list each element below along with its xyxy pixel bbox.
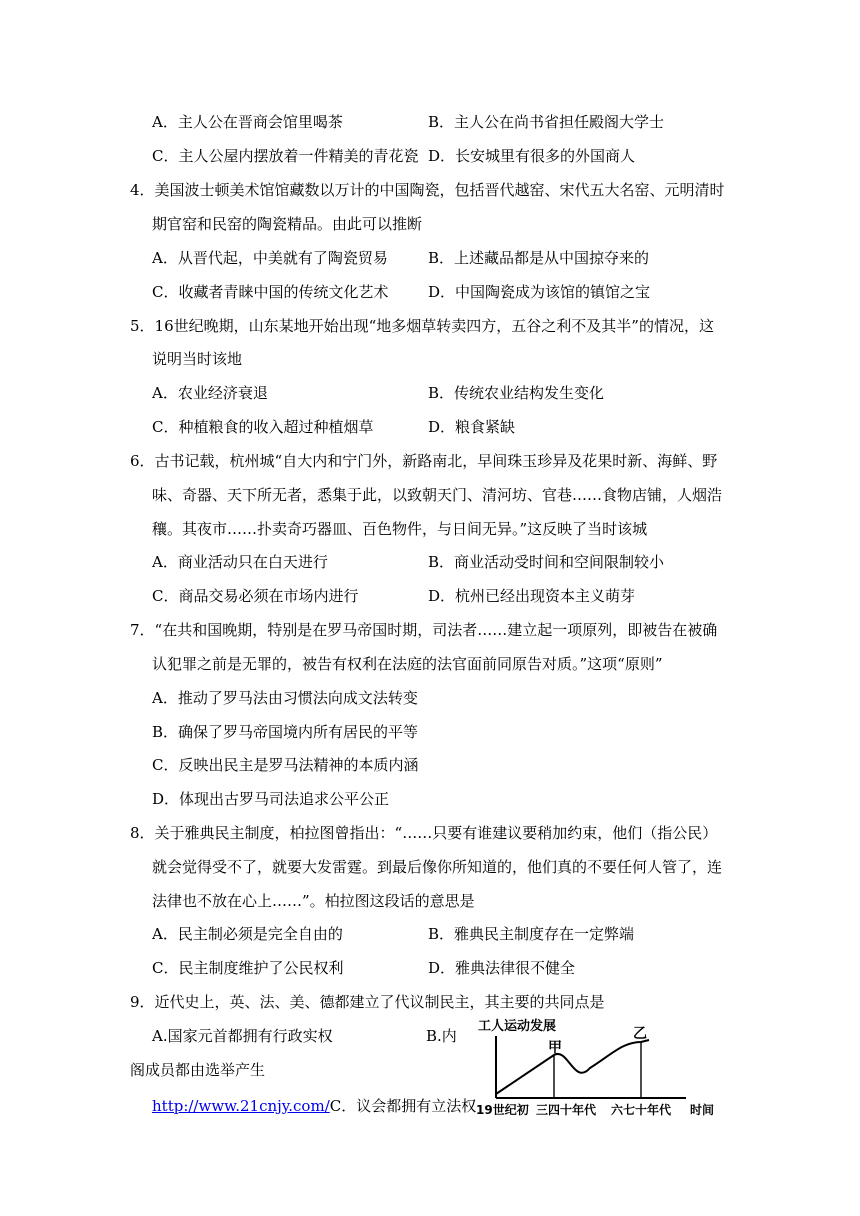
q5-stem-line1: 5．16世纪晚期，山东某地开始出现“地多烟草转卖四方，五谷之利不及其半”的情况，这	[130, 317, 714, 335]
q8-option-b: B．雅典民主制度存在一定弊端	[428, 925, 635, 943]
q8-option-c: C．民主制度维护了公民权利	[152, 959, 344, 977]
q9-option-b-continued: 阁成员都由选举产生	[130, 1061, 266, 1079]
q5-stem-line2: 说明当时该地	[152, 350, 243, 368]
annotation-jia: 甲	[548, 1040, 562, 1056]
q3-option-d: D．长安城里有很多的外国商人	[428, 147, 636, 165]
tick-label-2: 三四十年代	[536, 1103, 597, 1117]
q7-option-a: A．推动了罗马法由习惯法向成文法转变	[152, 689, 418, 707]
q4-stem-line1: 4．美国波士顿美术馆馆藏数以万计的中国陶瓷，包括晋代越窑、宋代五大名窑、元明清时	[130, 181, 725, 199]
q6-stem-line3: 穰。其夜市……扑卖奇巧器皿、百色物件，与日间无异。”这反映了当时该城	[152, 520, 648, 538]
q6-stem-line1: 6．古书记载，杭州城“自大内和宁门外，新路南北，早间珠玉珍异及花果时新、海鲜、野	[130, 452, 718, 470]
q3-option-c: C．主人公屋内摆放着一件精美的青花瓷	[152, 147, 419, 165]
q4-stem-line2: 期官窑和民窑的陶瓷精品。由此可以推断	[152, 215, 423, 233]
annotation-yi: 乙	[633, 1026, 647, 1042]
q7-stem-line2: 认犯罪之前是无罪的，被告有权利在法庭的法官面前同原告对质。”这项“原则”	[152, 655, 663, 673]
q7-stem-line1: 7．“在共和国晚期，特别是在罗马帝国时期，司法者……建立起一项原列，即被告在被确	[130, 621, 718, 639]
q5-option-a: A．农业经济衰退	[152, 384, 268, 402]
q9-option-b-start: B.内	[426, 1027, 457, 1045]
website-link[interactable]: http://www.21cnjy.com/	[152, 1097, 330, 1115]
q3-option-b: B．主人公在尚书省担任殿阁大学士	[428, 113, 665, 131]
q9-option-a: A.国家元首都拥有行政实权	[152, 1027, 333, 1045]
q8-stem-line3: 法律也不放在心上……”。柏拉图这段话的意思是	[152, 892, 475, 910]
chart-xlabel: 时间	[690, 1103, 715, 1117]
q9-option-c: C．议会都拥有立法权	[329, 1097, 477, 1115]
tick-label-1: 19世纪初	[476, 1103, 529, 1117]
q9-stem: 9．近代史上，英、法、美、德都建立了代议制民主，其主要的共同点是	[130, 993, 605, 1011]
q4-option-c: C．收藏者青睐中国的传统文化艺术	[152, 283, 389, 301]
q8-stem-line2: 就会觉得受不了，就要大发雷霆。到最后像你所知道的，他们真的不要任何人管了，连	[152, 858, 723, 876]
q5-option-b: B．传统农业结构发生变化	[428, 384, 605, 402]
q4-option-d: D．中国陶瓷成为该馆的镇馆之宝	[428, 283, 651, 301]
q6-option-a: A．商业活动只在白天进行	[152, 553, 328, 571]
q4-option-a: A．从晋代起，中美就有了陶瓷贸易	[152, 249, 388, 267]
tick-label-3: 六七十年代	[611, 1103, 672, 1117]
q6-option-b: B．商业活动受时间和空间限制较小	[428, 553, 665, 571]
q5-option-d: D．粮食紧缺	[428, 418, 516, 436]
q7-option-d: D．体现出古罗马司法追求公平公正	[152, 790, 390, 808]
q7-option-b: B．确保了罗马帝国境内所有居民的平等	[152, 723, 419, 741]
q8-option-a: A．民主制必须是完全自由的	[152, 925, 343, 943]
workers-movement-chart	[470, 1012, 730, 1124]
q5-option-c: C．种植粮食的收入超过种植烟草	[152, 418, 374, 436]
series-line	[496, 1040, 649, 1094]
q8-stem-line1: 8．关于雅典民主制度，柏拉图曾指出：“……只要有谁建议要稍加约束，他们（指公民）	[130, 824, 718, 842]
q3-option-a: A．主人公在晋商会馆里喝茶	[152, 113, 343, 131]
q6-option-c: C．商品交易必须在市场内进行	[152, 587, 359, 605]
q7-option-c: C．反映出民主是罗马法精神的本质内涵	[152, 756, 419, 774]
q6-stem-line2: 味、奇器、天下所无者，悉集于此，以致朝天门、清河坊、官巷……食物店铺，人烟浩	[152, 486, 723, 504]
q4-option-b: B．上述藏品都是从中国掠夺来的	[428, 249, 650, 267]
q6-option-d: D．杭州已经出现资本主义萌芽	[428, 587, 636, 605]
chart-ylabel: 工人运动发展	[478, 1019, 557, 1034]
q8-option-d: D．雅典法律很不健全	[428, 959, 576, 977]
